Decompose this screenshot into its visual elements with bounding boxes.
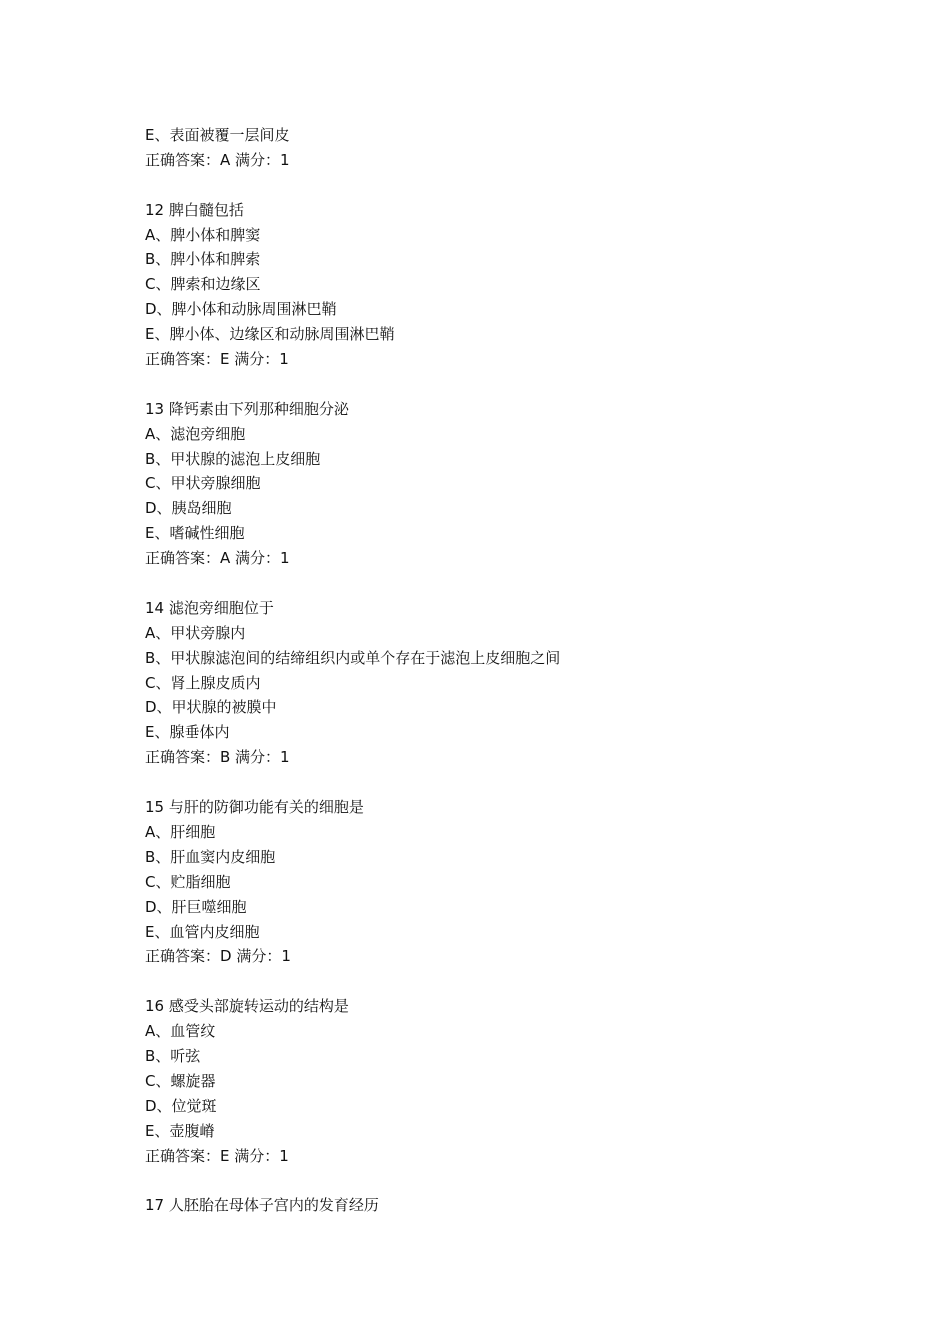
paragraph-spacer	[145, 372, 905, 397]
document-page	[145, 123, 905, 1218]
answer-option: A、血管纹	[145, 1022, 216, 1041]
paragraph-spacer	[145, 173, 905, 198]
answer-option: B、肝血窦内皮细胞	[145, 847, 276, 866]
answer-option: E、嗜碱性细胞	[145, 524, 245, 543]
answer-option: D、脾小体和动脉周围淋巴鞘	[145, 300, 337, 319]
answer-option: B、听弦	[145, 1046, 201, 1065]
answer-option: C、贮脂细胞	[145, 872, 231, 891]
answer-option: B、甲状腺的滤泡上皮细胞	[145, 449, 321, 468]
answer-option: E、壶腹嵴	[145, 1121, 215, 1140]
answer-option: E、脾小体、边缘区和动脉周围淋巴鞘	[145, 325, 395, 344]
question-stem: 13 降钙素由下列那种细胞分泌	[145, 399, 349, 418]
answer-option: D、肝巨噬细胞	[145, 897, 247, 916]
answer-option: E、腺垂体内	[145, 723, 230, 742]
answer-option: C、甲状旁腺细胞	[145, 474, 261, 493]
answer-option: B、甲状腺滤泡间的结缔组织内或单个存在于滤泡上皮细胞之间	[145, 648, 561, 667]
question-stem: 15 与肝的防御功能有关的细胞是	[145, 798, 364, 817]
answer-option: A、肝细胞	[145, 822, 216, 841]
answer-option: D、胰岛细胞	[145, 499, 232, 518]
question-stem: 14 滤泡旁细胞位于	[145, 598, 274, 617]
answer-option: C、螺旋器	[145, 1071, 216, 1090]
paragraph-spacer	[145, 1168, 905, 1193]
answer-option: D、甲状腺的被膜中	[145, 698, 277, 717]
paragraph-spacer	[145, 969, 905, 994]
answer-option: B、脾小体和脾索	[145, 250, 261, 269]
answer-option: D、位觉斑	[145, 1096, 217, 1115]
question-stem: 16 感受头部旋转运动的结构是	[145, 997, 349, 1016]
answer-option: A、脾小体和脾窦	[145, 225, 261, 244]
answer-option: C、脾索和边缘区	[145, 275, 261, 294]
correct-answer-line: 正确答案：A 满分：1	[145, 549, 290, 568]
question-stem: 12 脾白髓包括	[145, 200, 244, 219]
answer-option: A、甲状旁腺内	[145, 623, 246, 642]
correct-answer-line: 正确答案：D 满分：1	[145, 947, 291, 966]
correct-answer-line: 正确答案：B 满分：1	[145, 748, 290, 767]
correct-answer-line: 正确答案：A 满分：1	[145, 150, 290, 169]
correct-answer-line: 正确答案：E 满分：1	[145, 350, 289, 369]
question-stem: 17 人胚胎在母体子宫内的发育经历	[145, 1196, 379, 1215]
paragraph-spacer	[145, 571, 905, 596]
answer-option: E、血管内皮细胞	[145, 922, 260, 941]
answer-option: A、滤泡旁细胞	[145, 424, 246, 443]
answer-option: C、肾上腺皮质内	[145, 673, 261, 692]
answer-option: E、表面被覆一层间皮	[145, 126, 290, 144]
correct-answer-line: 正确答案：E 满分：1	[145, 1146, 289, 1165]
paragraph-spacer	[145, 770, 905, 795]
